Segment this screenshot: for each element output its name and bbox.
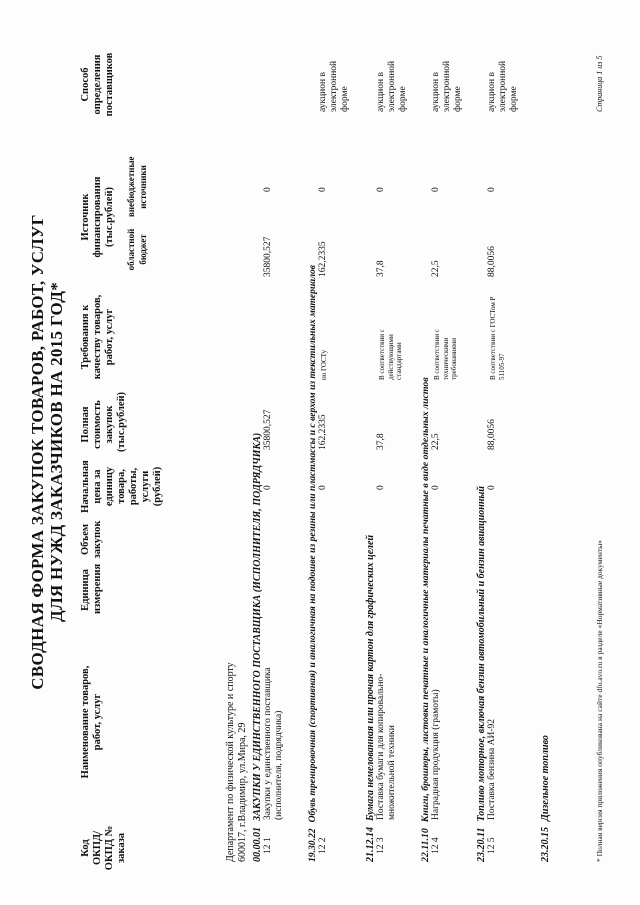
title-line-1: СВОДНАЯ ФОРМА ЗАКУПОК ТОВАРОВ, РАБОТ, УСЛУГ (28, 214, 47, 690)
row-full-cost: 88,0056 (487, 419, 497, 450)
row-start-price: 0 (487, 485, 497, 490)
row-start-price: 0 (263, 485, 273, 490)
section-header (252, 433, 263, 862)
row-requirements: В соответствии с действующими стандартами (378, 329, 403, 380)
row-start-price: 0 (376, 485, 386, 490)
section-code: 19.30.22 (307, 828, 318, 862)
header-full-cost: Полная стоимость закупок (тыс.рублей) (80, 391, 127, 452)
row-method: аукцион в электронной форме (376, 60, 408, 112)
row-method: аукцион в электронной форме (318, 60, 350, 112)
header-start-price: Начальная цена за единицу товара, работы, услуги (рублей) (80, 460, 163, 513)
row-number: 12 5 (487, 837, 497, 854)
footnote: * Полная версия приложения опубликована на сайте dfo.avo.ru в разделе «Нормативные документы» (595, 540, 604, 862)
section-header (476, 486, 487, 862)
row-offbudget: 0 (376, 187, 386, 192)
header-source: Источник финансирования (тыс.рублей) (80, 176, 115, 258)
department-name: Департамент по физической культуре и спорту (225, 662, 236, 862)
section-title: ЗАКУПКИ У ЕДИНСТВЕННОГО ПОСТАВЩИКА (ИСПОЛНИТЕЛЯ, ПОДРЯДЧИКА) (252, 432, 263, 821)
row-requirements: по ГОСТу (320, 349, 328, 380)
row-start-price: 0 (431, 485, 441, 490)
row-offbudget: 0 (431, 187, 441, 192)
section-code: 22.11.10 (420, 828, 431, 862)
row-regional: 88,0056 (487, 246, 497, 277)
row-offbudget: 0 (263, 187, 273, 192)
section-header (365, 535, 376, 862)
row-number: 12 4 (431, 837, 441, 854)
header-unit: Единица измерения (80, 563, 103, 614)
section-title: Топливо моторное, включая бензин автомобильный и бензин авиационный (476, 486, 487, 822)
header-requirements: Требования к качеству товаров, работ, услуг (80, 294, 115, 380)
header-method: Способ определения поставщиков (80, 52, 115, 117)
row-regional: 35800,527 (263, 236, 273, 277)
section-header (540, 735, 551, 862)
row-offbudget: 0 (487, 187, 497, 192)
department (225, 462, 249, 862)
row-full-cost: 37,8 (376, 433, 386, 450)
row-method: аукцион в электронной форме (431, 60, 463, 112)
section-code: 23.20.11 (476, 827, 487, 862)
section-header (420, 377, 431, 862)
row-regional: 22,5 (431, 260, 441, 277)
row-name: Закупки у единственного поставщика (исполнителя, подрядчика) (263, 667, 284, 820)
header-source-offbudget: внебюджетные источники (126, 156, 148, 217)
row-number: 12 3 (376, 837, 386, 854)
row-number: 12 2 (318, 837, 328, 854)
section-header (307, 265, 318, 862)
title-line-2: ДЛЯ НУЖД ЗАКАЗЧИКОВ НА 2015 ГОД* (47, 281, 66, 623)
row-number: 12 1 (263, 837, 273, 854)
section-title: Обувь тренировочная (спортивная) и аналогичная на подошве из резины или пластмассы и с верхом из текстильных материалов (307, 264, 318, 823)
section-code: 23.20.15 (540, 827, 551, 862)
section-title: Книги, брошюры, листовки печатные и аналогичные материалы печатные в виде отдельных листов (420, 377, 431, 823)
row-offbudget: 0 (318, 187, 328, 192)
row-requirements: В соответствии с ГОСТом Р 51105-97 (489, 296, 506, 380)
row-full-cost: 162,2335 (318, 414, 328, 450)
row-regional: 162,2335 (318, 241, 328, 277)
rotated-table (20, 22, 620, 882)
row-name: Поставка бумаги для копировально-множительной техники (376, 673, 397, 820)
header-source-regional: областной бюджет (126, 228, 148, 271)
section-code: 00.00.01 (252, 827, 263, 862)
page-number: Страница 1 из 5 (595, 55, 604, 112)
row-full-cost: 22,5 (431, 433, 441, 450)
department-address: 600017, г.Владимир, ул.Мира, 29 (237, 722, 248, 862)
row-full-cost: 35800,527 (263, 409, 273, 450)
section-code: 21.12.14 (365, 827, 376, 862)
row-name: Поставка бензина АИ-92 (487, 718, 497, 820)
section-title: Бумага немелованная или прочая картон для графических целей (365, 534, 376, 821)
header-code: Код ОКПД/ ОКПД № заказа (80, 825, 127, 871)
row-requirements: В соответствии с техническими требованиями (433, 329, 458, 380)
header-name: Наименование товаров, работ, услуг (80, 665, 103, 779)
row-name: Наградная продукция (грамоты) (431, 689, 441, 820)
row-regional: 37,8 (376, 260, 386, 277)
header-volume: Объем закупок (80, 520, 103, 559)
row-method: аукцион в электронной форме (487, 60, 519, 112)
row-start-price: 0 (318, 485, 328, 490)
document-title (28, 22, 66, 882)
section-title: Дизельное топливо (540, 735, 551, 821)
